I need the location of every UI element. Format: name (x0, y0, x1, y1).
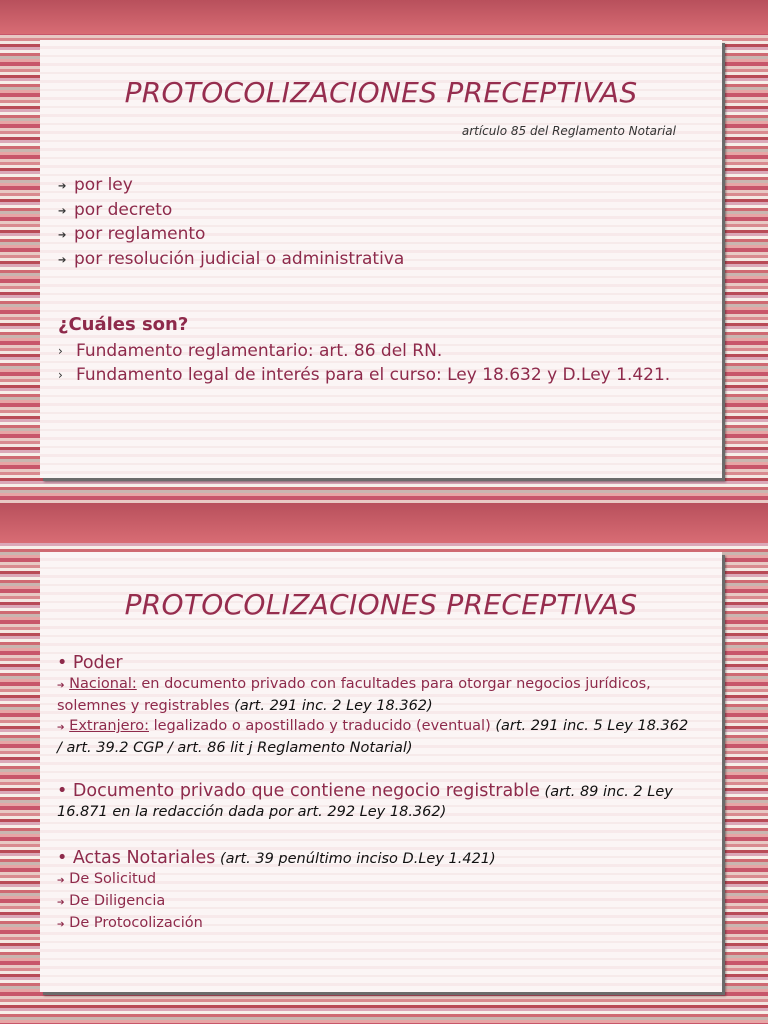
slide-subtitle: artículo 85 del Reglamento Notarial (461, 124, 676, 138)
actas-heading: • Actas Notariales (art. 39 penúltimo inciso D.Ley 1.421) (57, 848, 496, 868)
arrow-icon: ➔ (58, 254, 67, 266)
arrow-icon: ➔ (58, 181, 67, 192)
list-item: ➔ De Diligencia (57, 893, 166, 909)
arrow-icon: ➔ (57, 681, 65, 691)
arrow-icon: ➔ (57, 876, 65, 886)
arrow-icon: ➔ (58, 230, 67, 241)
middle-band (0, 503, 768, 543)
poder-heading: • Poder (57, 653, 123, 673)
actas-section (57, 847, 697, 935)
list-item: › Fundamento reglamentario: art. 86 del RN. (58, 340, 698, 364)
list-item: ➔ por ley (58, 174, 404, 199)
top-band (0, 0, 768, 34)
answer-list (58, 340, 698, 387)
list-item: ➔ De Protocolización (57, 915, 203, 931)
documento-section (57, 780, 697, 822)
chevron-right-icon: › (58, 367, 63, 382)
slide-title: PROTOCOLIZACIONES PRECEPTIVAS (124, 588, 638, 621)
question-heading: ¿Cuáles son? (58, 314, 189, 335)
list-item: ➔ por resolución judicial o administrativa (58, 248, 404, 273)
list-item: ➔ De Solicitud (57, 871, 157, 887)
arrow-icon: ➔ (57, 723, 65, 733)
documento-heading: • Documento privado que contiene negocio registrable (art. 89 inc. 2 Ley 16.871 en la redacción dada por art. 292 Ley 18.362) (57, 781, 673, 820)
slide-1 (40, 40, 722, 478)
poder-section (57, 652, 697, 758)
arrow-icon: ➔ (58, 205, 67, 217)
list-item: › Fundamento legal de interés para el curso: Ley 18.632 y D.Ley 1.421. (58, 364, 698, 388)
chevron-right-icon: › (58, 344, 63, 358)
arrow-icon: ➔ (57, 920, 65, 930)
source-list (58, 174, 404, 272)
arrow-icon: ➔ (57, 898, 65, 908)
slide-2 (40, 552, 722, 992)
extranjero-line: ➔ Extranjero: legalizado o apostillado y traducido (eventual) (art. 291 inc. 5 Ley 18.362 / art. 39.2 CGP / art. 86 lit j Reglamento Notarial) (57, 718, 689, 756)
slide-title: PROTOCOLIZACIONES PRECEPTIVAS (124, 76, 638, 109)
list-item: ➔ por decreto (58, 199, 404, 224)
nacional-line: ➔ Nacional: en documento privado con facultades para otorgar negocios jurídicos, solemnes y registrables (art. 291 inc. 2 Ley 18.362) (57, 676, 651, 714)
list-item: ➔ por reglamento (58, 223, 404, 248)
